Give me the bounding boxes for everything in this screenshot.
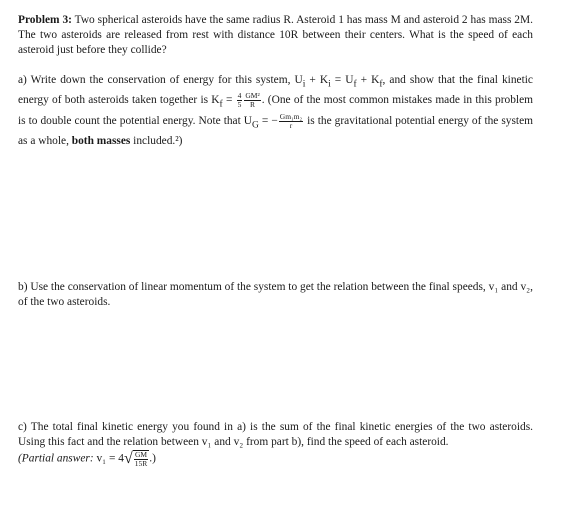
part-c-text: c) The total final kinetic energy you found in a) is the sum of the final kinetic energies of the two asteroids. Using this fact and the relation between v₁ and v₂ from part b), find the speed of each asteroid. <box>18 421 533 449</box>
part-c <box>18 420 533 468</box>
part-b <box>18 280 533 310</box>
fraction-potential <box>279 113 303 130</box>
problem-text: Two spherical asteroids have the same radius R. Asteroid 1 has mass M and asteroid 2 has mass 2M. The two asteroids are released from rest with distance 10R between their centers. What is the speed of each asteroid just before they collide? <box>18 14 533 57</box>
partial-answer-label: (Partial answer: <box>18 453 94 466</box>
problem-statement <box>18 13 533 59</box>
part-b-text: b) Use the conservation of linear momentum of the system to get the relation between the final speeds, v₁ and v₂, of the two asteroids. <box>18 281 533 309</box>
part-a-text: is the gravitational potential energy of the system as a whole, <box>18 115 534 147</box>
fraction-denominator: 5 <box>237 100 242 110</box>
fraction-denominator: r <box>289 121 293 131</box>
subscript: f <box>353 79 357 90</box>
part-a-text: = <box>222 94 236 107</box>
radical-sign: √ <box>123 450 133 468</box>
fraction-numerator: GM <box>134 450 148 460</box>
fraction-numerator: Gm₁m₂ <box>279 112 303 122</box>
bold-emphasis: both masses <box>71 134 131 147</box>
problem-heading: Problem 3: <box>18 14 72 26</box>
part-a-text: . (One of the most common mistakes made in this problem is to double count the potential energy. Note that U <box>18 94 533 128</box>
subscript: i <box>328 79 331 90</box>
part-a-text: a) Write down the conservation of energy for this system, U <box>18 74 303 86</box>
part-a-text: included.²) <box>130 134 183 147</box>
part-a-text: , and show that the final kinetic energy of both asteroids taken together is K <box>18 74 533 107</box>
part-a <box>18 73 533 149</box>
part-a-text: = U <box>330 74 354 86</box>
part-a-text: + K <box>356 74 380 86</box>
part-a-text: + K <box>305 74 329 86</box>
square-root <box>124 450 149 468</box>
fraction-gm-over-15r <box>134 451 149 468</box>
subscript: i <box>302 79 306 90</box>
partial-answer-equation: v₁ = 4 <box>93 453 124 466</box>
fraction-denominator: R <box>250 100 256 110</box>
fraction-numerator: GM² <box>245 91 260 101</box>
fraction-four-fifths <box>237 92 243 109</box>
fraction-numerator: 4 <box>237 91 242 101</box>
fraction-gm2-over-r <box>244 92 260 109</box>
fraction-denominator: 15R <box>134 459 148 469</box>
subscript: f <box>219 99 223 110</box>
subscript: f <box>379 79 383 90</box>
subscript: G <box>252 120 259 131</box>
partial-answer-close: .) <box>149 453 156 466</box>
part-a-text: = − <box>258 115 278 128</box>
radicand <box>133 450 150 468</box>
